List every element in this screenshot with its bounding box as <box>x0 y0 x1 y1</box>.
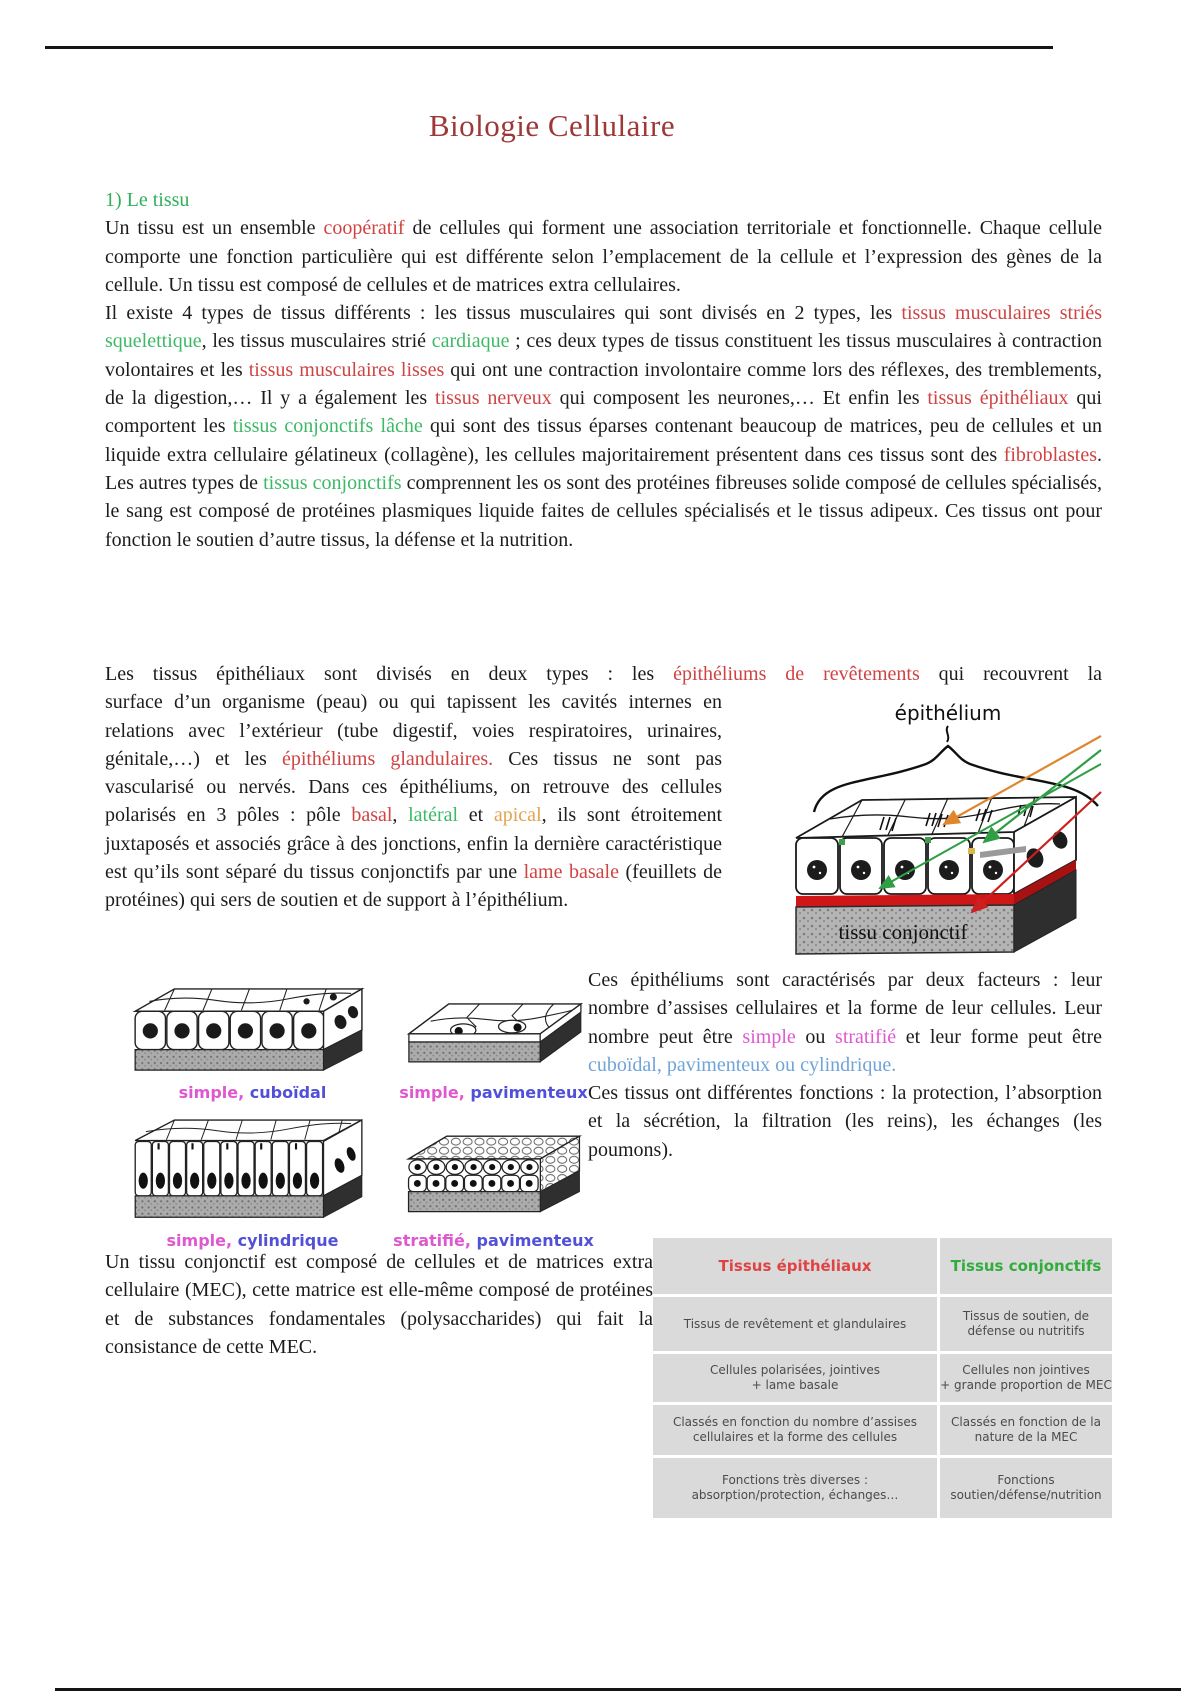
types-text-column <box>588 966 1102 1164</box>
top-rule <box>45 46 1053 49</box>
epithelium-type-diagrams <box>105 980 594 1250</box>
figure-label-epithelium: épithélium <box>894 701 1002 726</box>
diagram-cell-pavimenteux <box>400 980 587 1102</box>
table-header-conjonctifs: Tissus conjonctifs <box>940 1238 1112 1294</box>
section-heading: 1) Le tissu <box>105 189 190 211</box>
table-cell-row2-left: Cellules polarisées, jointives + lame basale <box>653 1354 937 1402</box>
table-cell-row2-right: Cellules non jointives + grande proportion de MEC <box>940 1354 1112 1402</box>
types-paragraph-characteristics: Ces épithéliums sont caractérisés par deux facteurs : leur nombre d’assises cellulaires et la forme de leur cellules. Leur nombre peut être simple ou stratifié et leur forme peut être cuboïdal, pavimenteux ou cylindrique. <box>588 969 1103 1076</box>
table-cell-row1-right: Tissus de soutien, de défense ou nutritifs <box>940 1297 1112 1351</box>
diagram-cell-cylindrique <box>105 1112 400 1250</box>
section-intro <box>105 186 1102 554</box>
simple-cylindrique-diagram <box>128 1112 378 1228</box>
table-cell-row4-left: Fonctions très diverses : absorption/protection, échanges… <box>653 1458 937 1518</box>
page-title: Biologie Cellulaire <box>428 108 676 143</box>
simple-cuboidal-diagram <box>128 980 378 1080</box>
comparison-table <box>653 1238 1112 1518</box>
epithelium-paragraph-rest: surface d’un organisme (peau) ou qui tapissent les cavités internes en relations avec l’extérieur (tube digestif, voies respiratoires, urinaires, génitale,…) et les épithéliums glandulaires. Ces tissus ne sont pas vascularisé ou nervés. Dans ces épithéliums, on retrouve des cellules polarisés en 3 pôles : pôle basal, latéral et apical, ils sont étroitement juxtaposés et associés grâce à des jonctions, enfin la dernière caractéristique est qu’ils sont séparé du tissus conjonctifs par une lame basale (feuillets de protéines) qui sers de soutien et de support à l’épithélium. <box>105 691 722 912</box>
table-cell-row3-right: Classés en fonction de la nature de la MEC <box>940 1405 1112 1455</box>
epithelium-paragraph-lead: Les tissus épithéliaux sont divisés en deux types : les épithéliums de revêtements qui recouvrent la <box>105 663 1102 685</box>
table-cell-row4-right: Fonctions soutien/défense/nutrition <box>940 1458 1112 1518</box>
diagram-cell-cuboidal <box>105 980 400 1102</box>
epithelium-figure <box>730 688 1102 980</box>
diagram-label-simple-cuboidal: simple, cuboïdal <box>178 1083 327 1102</box>
table-cell-row1-left: Tissus de revêtement et glandulaires <box>653 1297 937 1351</box>
section-epitheliums <box>105 660 1102 980</box>
simple-pavimenteux-diagram <box>403 994 585 1080</box>
bottom-rule <box>55 1688 1181 1691</box>
conjonctif-paragraph: Un tissu conjonctif est composé de cellules et de matrices extra cellulaire (MEC), cette matrice est elle-même composé de protéines et de substances fondamentales (polysaccharides) qui fait la consistance de cette MEC. <box>105 1251 653 1358</box>
stratifie-pavimenteux-diagram <box>403 1128 585 1228</box>
intro-paragraph-1: Un tissu est un ensemble coopératif de cellules qui forment une association territoriale et fonctionnelle. Chaque cellule comporte une fonction particulière qui est différente selon l’emplacement de la cellule et l’expression des gènes de la cellule. Un tissu est composé de cellules et de matrices extra cellulaires. <box>105 217 1103 296</box>
epithelium-diagram <box>730 700 1102 960</box>
intro-paragraph-2: Il existe 4 types de tissus différents : les tissus musculaires qui sont divisés en 2 types, les tissus musculaires striés squelettique, les tissus musculaires strié cardiaque ; ces deux types de tissus constituent les tissus musculaires à contraction volontaires et les tissus musculaires lisses qui ont une contraction involontaire comme lors des réflexes, des tremblements, de la digestion,… Il y a également les tissus nerveux qui composent les neurones,… Et enfin les tissus épithéliaux qui comportent les tissus conjonctifs lâche qui sont des tissus éparses contenant beaucoup de matrices, peu de cellules et un liquide extra cellulaire gélatineux (collagène), les cellules majoritairement présentent dans ces tissus sont des fibroblastes. Les autres types de tissus conjonctifs comprennent les os sont des protéines fibreuses solide composé de cellules spécialisés, le sang est composé de protéines plasmiques liquide faites de cellules spécialisés et le tissus adipeux. Ces tissus ont pour fonction le soutien d’autre tissus, la défense et la nutrition. <box>105 302 1103 551</box>
table-cell-row3-left: Classés en fonction du nombre d’assises cellulaires et la forme des cellules <box>653 1405 937 1455</box>
diagram-cell-stratifie <box>393 1112 594 1250</box>
epithelium-paragraph <box>105 688 1102 945</box>
diagram-label-simple-pavimenteux: simple, pavimenteux <box>399 1083 588 1102</box>
figure-label-tissu-conjonctif: tissu conjonctif <box>838 920 968 945</box>
table-header-epitheliaux: Tissus épithéliaux <box>653 1238 937 1294</box>
types-paragraph-functions: Ces tissus ont différentes fonctions : la protection, l’absorption et la sécrétion, la filtration (les reins), les échanges (les poumons). <box>588 1082 1102 1161</box>
diagram-label-simple-cylindrique: simple, cylindrique <box>166 1231 339 1250</box>
diagram-label-stratifie-pavimenteux: stratifié, pavimenteux <box>393 1231 594 1250</box>
